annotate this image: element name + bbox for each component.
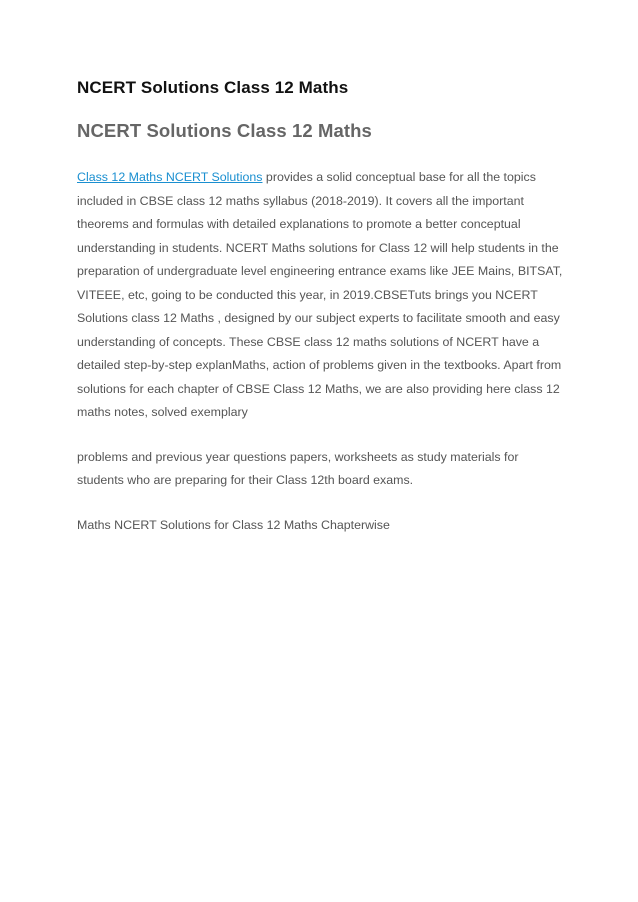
intro-paragraph xyxy=(77,166,567,425)
study-materials-paragraph: problems and previous year questions papers, worksheets as study materials for students who are preparing for their Class 12th board exams. xyxy=(77,449,519,487)
class-12-maths-solutions-link[interactable]: Class 12 Maths NCERT Solutions xyxy=(77,170,263,184)
section-heading: NCERT Solutions Class 12 Maths xyxy=(77,120,372,141)
page-title: NCERT Solutions Class 12 Maths xyxy=(77,78,349,97)
document-content xyxy=(77,76,567,537)
chapterwise-heading: Maths NCERT Solutions for Class 12 Maths Chapterwise xyxy=(77,517,390,532)
intro-paragraph-text: provides a solid conceptual base for all the topics included in CBSE class 12 maths syllabus (2018-2019). It covers all the important theorems and formulas with detailed explanations to promote a better conceptual understanding in students. NCERT Maths solutions for Class 12 will help students in the preparation of undergraduate level engineering entrance exams like JEE Mains, BITSAT, VITEEE, etc, going to be conducted this year, in 2019.CBSETuts brings you NCERT Solutions class 12 Maths , designed by our subject experts to facilitate smooth and easy understanding of concepts. These CBSE class 12 maths solutions of NCERT have a detailed step-by-step explanMaths, action of problems given in the textbooks. Apart from solutions for each chapter of CBSE Class 12 Maths, we are also providing here class 12 maths notes, solved exemplary xyxy=(77,170,563,419)
